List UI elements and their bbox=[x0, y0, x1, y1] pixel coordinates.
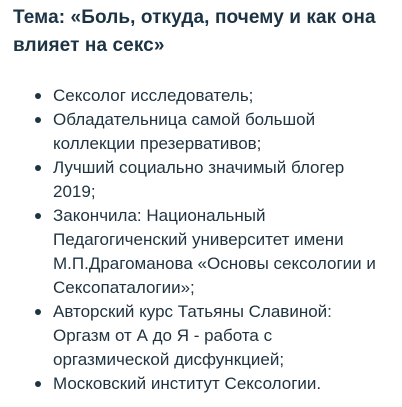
list-item-text: оргазмической дисфункцией; bbox=[53, 350, 285, 369]
list-item-text: Закончила: Национальный bbox=[53, 206, 266, 225]
topic-heading bbox=[13, 4, 394, 60]
list-item-text: Сексопаталогии»; bbox=[53, 278, 195, 297]
topic-heading-line: Тема: «Боль, откуда, почему и как она bbox=[13, 7, 376, 28]
list-item-text: коллекции презервативов; bbox=[53, 134, 262, 153]
list-item-text: 2019; bbox=[53, 182, 96, 201]
list-item-text: Сексолог исследователь; bbox=[53, 86, 254, 105]
bullet-icon bbox=[35, 117, 41, 123]
bullet-icon bbox=[35, 213, 41, 219]
list-item-text: Оргазм от А до Я - работа с bbox=[53, 326, 273, 345]
list-item bbox=[13, 204, 394, 300]
list-item bbox=[13, 108, 394, 156]
credentials-list bbox=[13, 84, 394, 396]
bullet-icon bbox=[35, 381, 41, 387]
bullet-icon bbox=[35, 165, 41, 171]
list-item-text: Педагогиченский университет имени bbox=[53, 230, 344, 249]
list-item bbox=[13, 372, 394, 396]
list-item-text: Авторский курс Татьяны Славиной: bbox=[53, 302, 332, 321]
bullet-icon bbox=[35, 309, 41, 315]
list-item bbox=[13, 300, 394, 372]
bullet-icon bbox=[35, 93, 41, 99]
list-item bbox=[13, 156, 394, 204]
topic-heading-line: влияет на секс» bbox=[13, 35, 165, 56]
list-item-text: Лучший социально значимый блогер bbox=[53, 158, 345, 177]
list-item-text: Обладательница самой большой bbox=[53, 110, 316, 129]
list-item bbox=[13, 84, 394, 108]
list-item-text: М.П.Драгоманова «Основы сексологии и bbox=[53, 254, 376, 273]
list-item-text: Московский институт Сексологии. bbox=[53, 374, 322, 393]
